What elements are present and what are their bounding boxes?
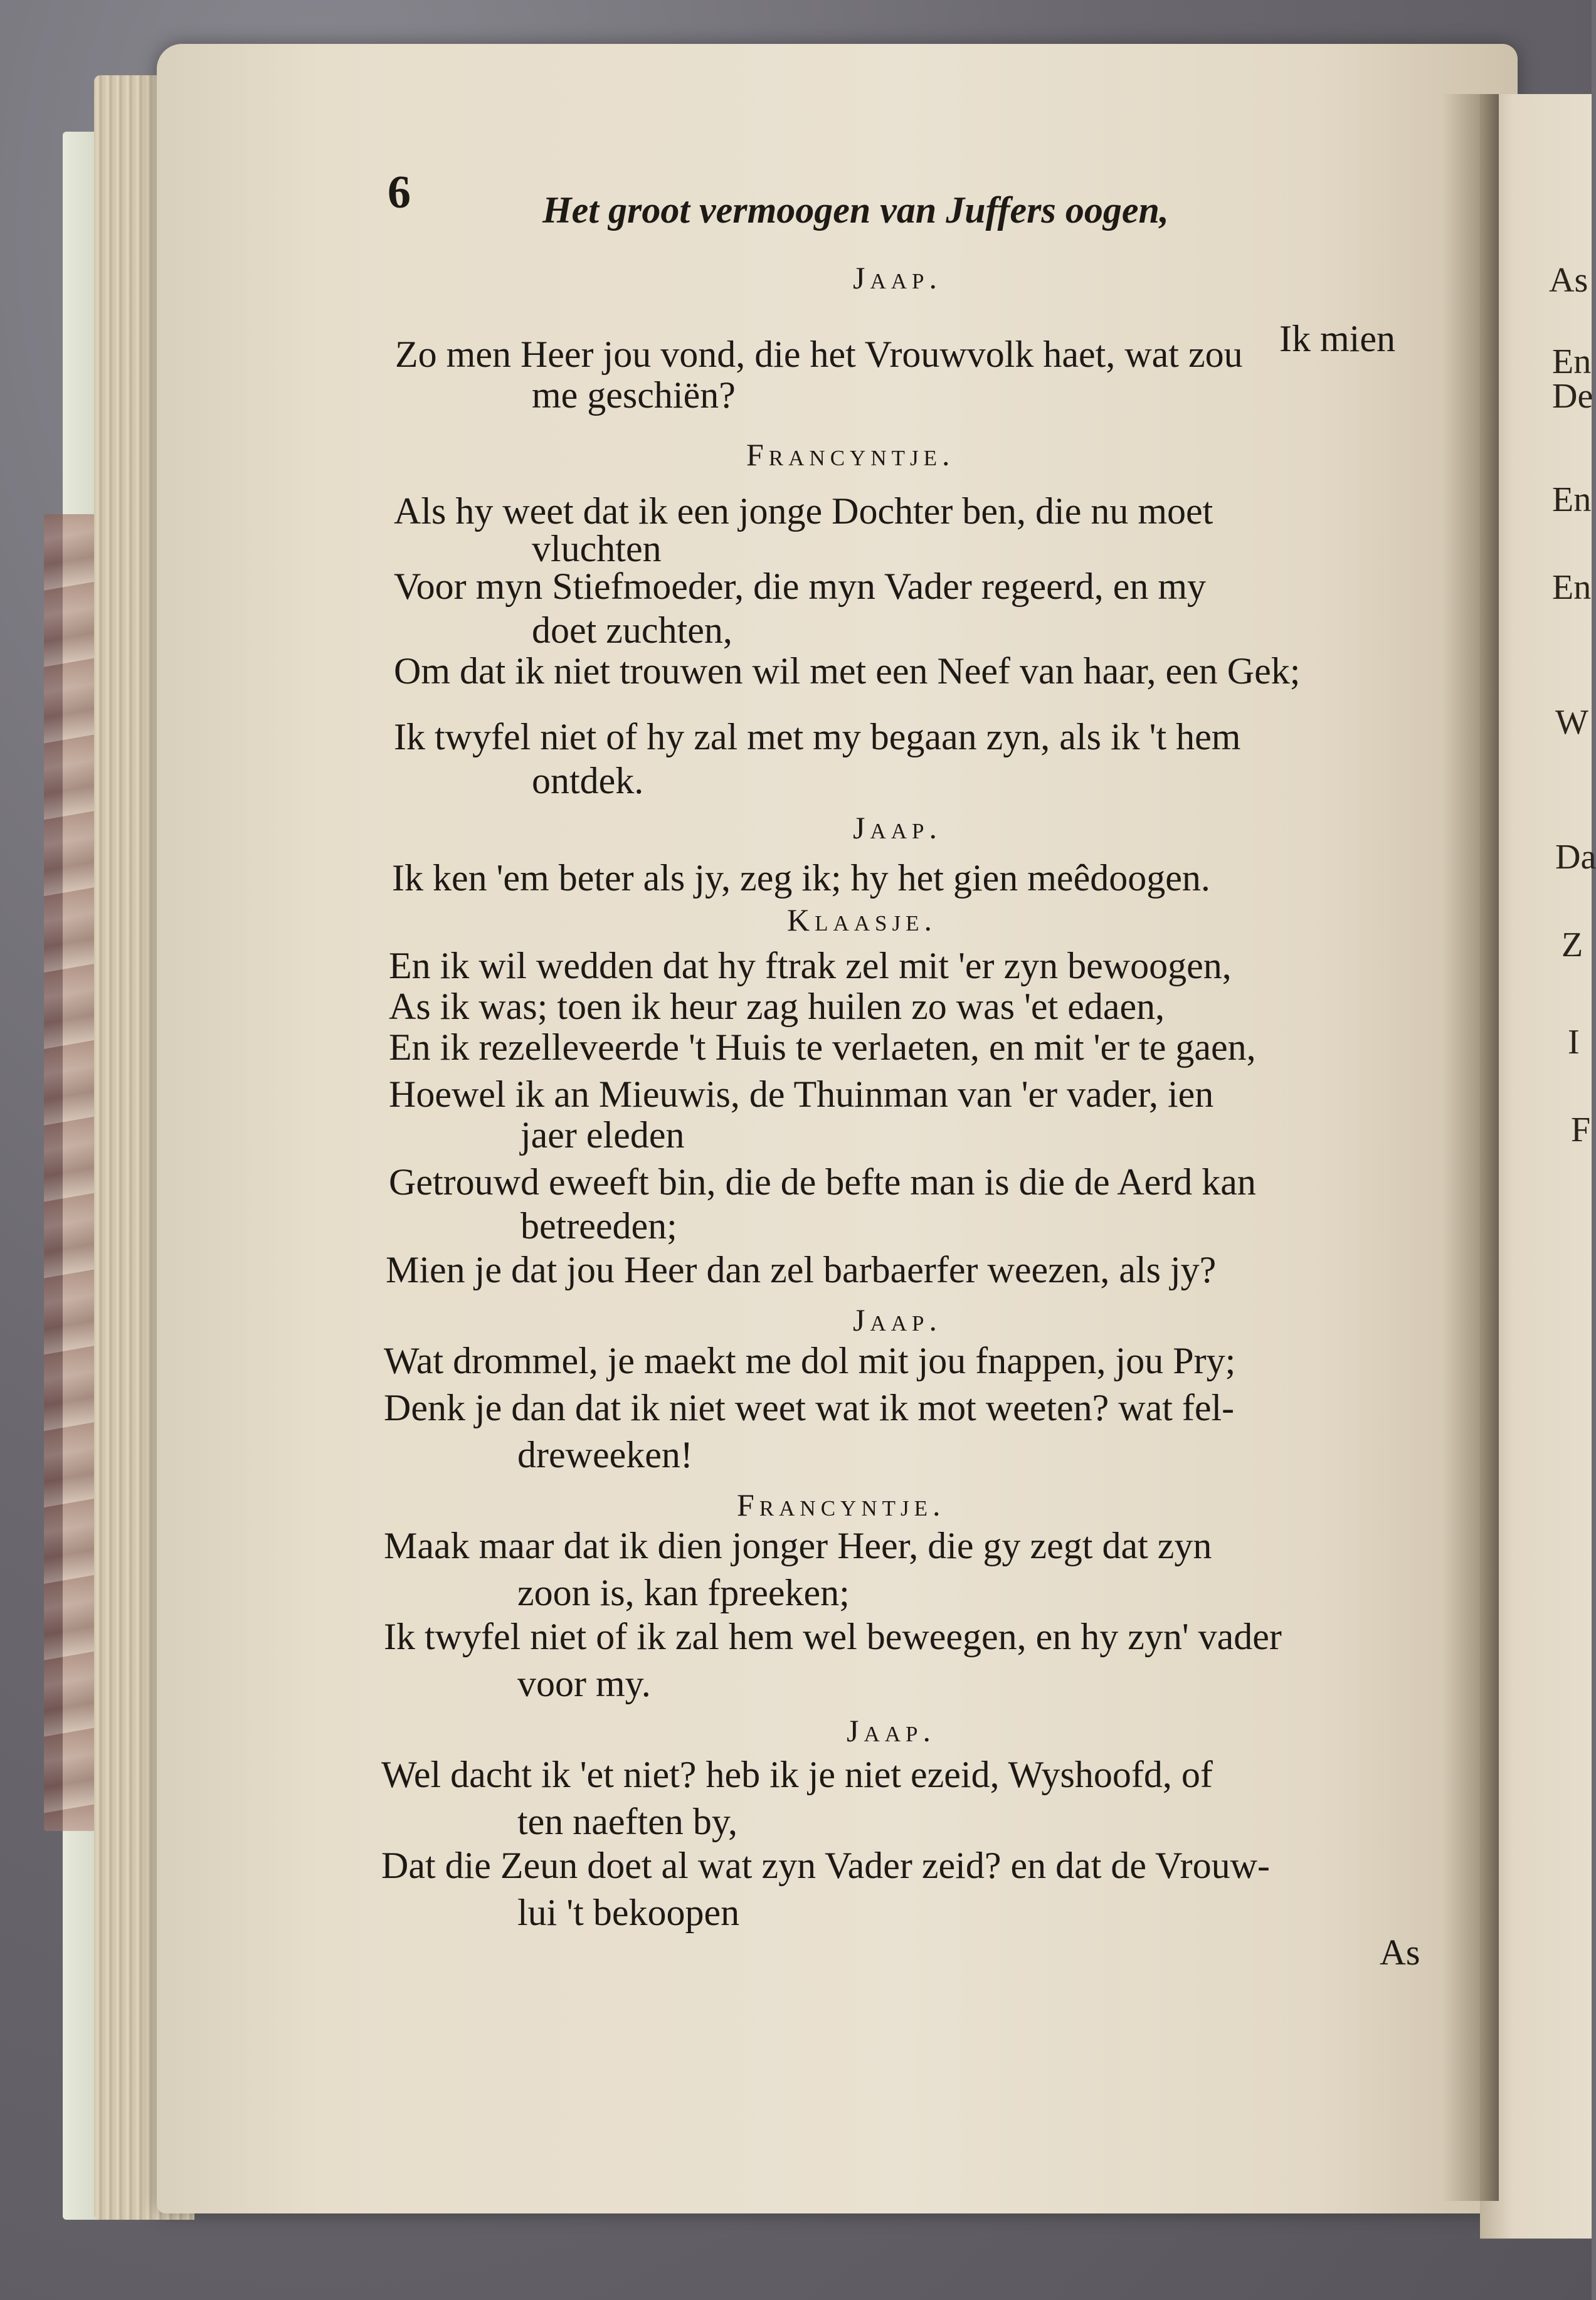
verse-line: Maak maar dat ik dien jonger Heer, die gy zegt dat zyn [384,1525,1212,1566]
verse-line: voor my. [517,1663,651,1704]
verse-line: Ik ken 'em beter als jy, zeg ik; hy het gien meêdoogen. [392,857,1210,899]
verse-line: jaer eleden [521,1114,685,1156]
verse-line: Getrouwd eweeft bin, die de befte man is die de Aerd kan [389,1161,1256,1203]
facing-page-fragment: I [1568,1023,1580,1062]
verse-line: En ik rezelleveerde 't Huis te verlaeten, en mit 'er te gaen, [389,1026,1256,1068]
verse-line: vluchten [532,528,662,569]
facing-page-fragment: En [1552,342,1592,381]
page-number: 6 [388,167,411,218]
verse-line: Mien je dat jou Heer dan zel barbaerfer weezen, als jy? [386,1249,1217,1290]
speaker-name: Klaasje. [787,902,938,937]
verse-line: betreeden; [521,1205,677,1247]
verse-line: Om dat ik niet trouwen wil met een Neef van haar, een Gek; [394,650,1301,692]
facing-page-fragment: Z [1562,926,1583,964]
verse-line: Ik mien [1279,318,1395,359]
verse-line: dreweeken! [517,1434,693,1475]
speaker-name: Francyntje. [737,1487,946,1522]
facing-page-fragment: En [1552,568,1592,607]
verse-line: Denk je dan dat ik niet weet wat ik mot weeten? wat fel- [384,1387,1235,1428]
verse-line: zoon is, kan fpreeken; [517,1572,850,1613]
catchword: As [1380,1932,1420,1973]
verse-line: Wat drommel, je maekt me dol mit jou fnappen, jou Pry; [384,1340,1236,1381]
verse-line: En ik wil wedden dat hy ftrak zel mit 'er zyn bewoogen, [389,945,1232,986]
verse-line: Dat die Zeun doet al wat zyn Vader zeid? en dat de Vrouw- [381,1845,1270,1886]
speaker-name: Francyntje. [746,437,955,472]
running-head: Het groot vermoogen van Juffers oogen, [542,189,1169,231]
facing-page-fragment: As [1549,261,1588,300]
verse-line: Ik twyfel niet of hy zal met my begaan zyn, als ik 't hem [394,716,1241,757]
verse-line: ten naeften by, [517,1801,737,1842]
verse-line: ontdek. [532,760,644,801]
speaker-name: Jaap. [853,260,942,295]
facing-page-fragment: Da [1555,838,1596,877]
verse-line: Ik twyfel niet of ik zal hem wel beweegen, en hy zyn' vader [384,1616,1282,1657]
verse-line: Voor myn Stiefmoeder, die myn Vader regeerd, en my [394,566,1207,607]
facing-page-fragment: De [1552,377,1593,416]
verse-line: Als hy weet dat ik een jonge Dochter ben, die nu moet [394,490,1213,532]
verse-line: lui 't bekoopen [517,1892,740,1933]
facing-page-fragment: W [1555,703,1588,742]
facing-page-fragment: En [1552,480,1592,519]
verse-line: doet zuchten, [532,609,732,651]
verse-line: Wel dacht ik 'et niet? heb ik je niet ezeid, Wyshoofd, of [381,1754,1213,1795]
verse-line: me geschiën? [532,374,736,416]
speaker-name: Jaap. [853,810,942,845]
speaker-name: Jaap. [847,1713,936,1748]
verse-line: As ik was; toen ik heur zag huilen zo was 'et edaen, [389,986,1165,1027]
speaker-name: Jaap. [853,1302,942,1337]
verse-line: Zo men Heer jou vond, die het Vrouwvolk haet, wat zou [395,334,1243,375]
facing-page-fragment: F [1571,1110,1591,1149]
verse-line: Hoewel ik an Mieuwis, de Thuinman van 'er vader, ien [389,1074,1214,1115]
